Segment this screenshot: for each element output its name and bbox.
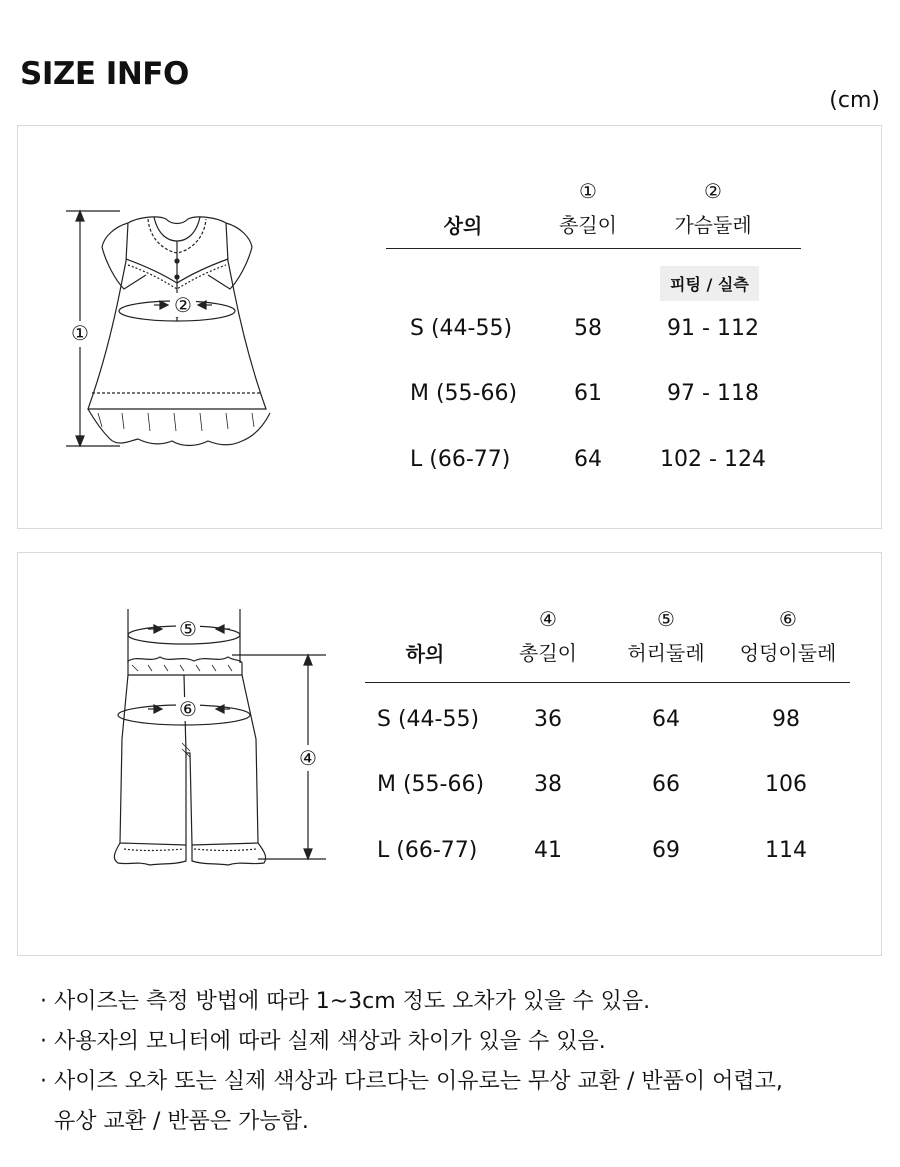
size-notes <box>40 982 783 1142</box>
note-line: · 사이즈는 측정 방법에 따라 1~3cm 정도 오차가 있을 수 있음. <box>40 989 651 1014</box>
header-total-length-top: ① 총길이 <box>559 179 617 237</box>
category-header-top: 상의 <box>443 214 483 238</box>
value-cell: 69 <box>652 838 680 863</box>
diagram-label-chest: ② <box>174 293 192 317</box>
size-label: S (44-55) <box>377 707 480 732</box>
value-cell: 41 <box>534 838 562 863</box>
value-cell: 98 <box>772 707 800 732</box>
size-label: S (44-55) <box>410 316 513 341</box>
header-divider-top <box>386 248 801 249</box>
note-line: · 사용자의 모니터에 따라 실제 색상과 차이가 있을 수 있음. <box>40 1029 606 1054</box>
top-size-panel <box>17 125 882 529</box>
header-divider-bottom <box>365 682 850 683</box>
size-label: M (55-66) <box>377 772 485 797</box>
note-line: · 사이즈 오차 또는 실제 색상과 다르다는 이유로는 무상 교환 / 반품이 어렵고, <box>40 1069 783 1094</box>
note-line: 유상 교환 / 반품은 가능함. <box>40 1109 309 1134</box>
header-chest-top: ② 가슴둘레 <box>674 179 752 237</box>
diagram-label-length: ① <box>71 321 89 345</box>
category-header-bottom: 하의 <box>405 642 445 666</box>
size-label: L (66-77) <box>377 838 478 863</box>
page-title: SIZE INFO <box>20 56 189 92</box>
value-cell: 61 <box>574 381 602 406</box>
value-cell: 97 - 118 <box>667 381 759 406</box>
diagram-label-hip: ⑥ <box>179 697 197 721</box>
header-hip-bottom: ⑥ 엉덩이둘레 <box>739 607 837 665</box>
header-waist-bottom: ⑤ 허리둘레 <box>627 607 705 665</box>
value-cell: 58 <box>574 316 602 341</box>
value-cell: 36 <box>534 707 562 732</box>
header-total-length-bottom: ④ 총길이 <box>519 607 577 665</box>
value-cell: 106 <box>765 772 807 797</box>
value-cell: 91 - 112 <box>667 316 759 341</box>
value-cell: 66 <box>652 772 680 797</box>
top-garment-diagram <box>58 201 298 461</box>
unit-label: (cm) <box>829 88 880 113</box>
fitting-badge: 피팅 / 실측 <box>660 266 759 301</box>
diagram-label-length: ④ <box>299 746 317 770</box>
size-label: L (66-77) <box>410 447 511 472</box>
value-cell: 64 <box>574 447 602 472</box>
size-label: M (55-66) <box>410 381 518 406</box>
bottom-size-panel <box>17 552 882 956</box>
value-cell: 64 <box>652 707 680 732</box>
value-cell: 38 <box>534 772 562 797</box>
bottom-garment-diagram <box>98 603 338 873</box>
diagram-label-waist: ⑤ <box>179 617 197 641</box>
value-cell: 102 - 124 <box>660 447 766 472</box>
value-cell: 114 <box>765 838 807 863</box>
